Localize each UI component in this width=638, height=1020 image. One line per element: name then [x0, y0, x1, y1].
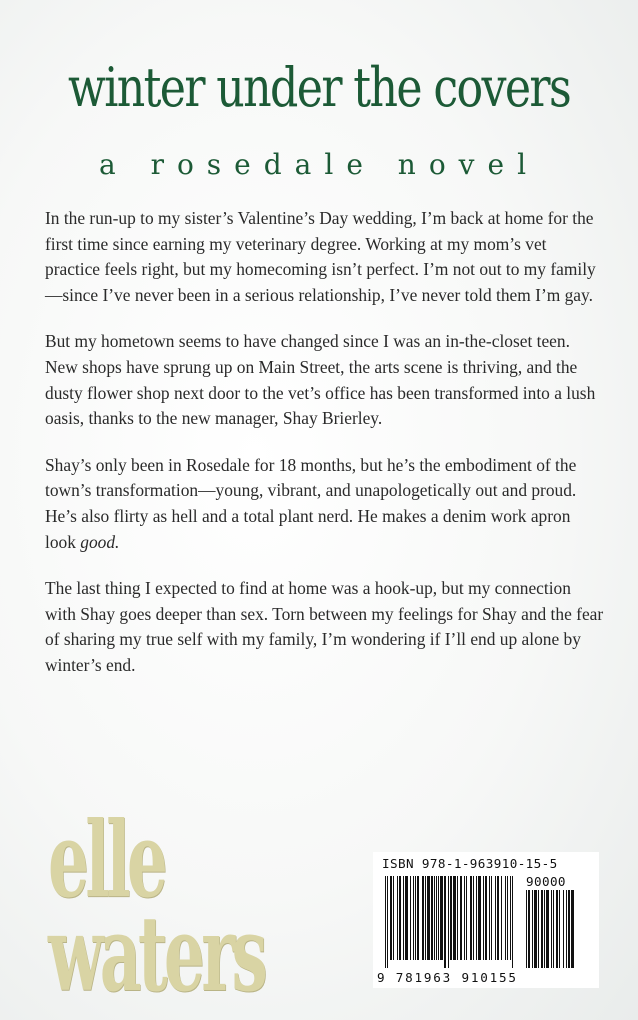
barcode-bar: [417, 876, 419, 960]
barcode-bar: [491, 876, 492, 960]
barcode-bar: [478, 876, 481, 960]
blurb-paragraph-2: But my hometown seems to have changed since I was an in-the-closet teen. New shops have sprung up on Main Street, the arts scene is thriving, and the dusty flower shop next door to the vet’s office has been transformed into a lush oasis, thanks to the new manager, Shay Brierley.: [45, 331, 596, 429]
barcode-bar: [528, 890, 530, 968]
barcode-bar: [571, 890, 574, 968]
author-first-name: elle: [48, 798, 165, 921]
barcode-bar: [405, 876, 408, 960]
barcode-bar: [385, 876, 386, 968]
isbn-barcode: [373, 852, 599, 988]
barcode-bar: [485, 876, 487, 960]
barcode-bar: [476, 876, 477, 960]
price-addon-bars: [526, 890, 592, 968]
barcode-bar: [457, 876, 458, 960]
barcode-bar: [390, 876, 392, 960]
barcode-bar: [466, 876, 467, 960]
barcode-bar: [413, 876, 414, 960]
barcode-bar: [434, 876, 435, 960]
barcode-bar: [526, 890, 527, 968]
barcode-bar: [473, 876, 474, 960]
blurb-paragraph-4: The last thing I expected to find at home was a hook-up, but my connection with Shay goes deeper than sex. Torn between my feelings for Shay and the fear of sharing my true self with my family, I’m wondering if I’ll end up alone by winter’s end.: [45, 578, 604, 675]
barcode-bar: [397, 876, 398, 960]
blurb-paragraph-3: [45, 453, 605, 555]
barcode-bar: [534, 890, 537, 968]
barcode-bar: [497, 876, 499, 960]
barcode-bar: [415, 876, 416, 960]
ean-digits: 9 781963 910155: [377, 970, 518, 985]
barcode-bar: [440, 876, 443, 960]
book-title: winter under the covers: [67, 56, 571, 119]
price-code: 90000: [526, 874, 566, 889]
barcode-bar: [489, 876, 490, 960]
barcode-bar: [422, 876, 424, 960]
barcode-bar: [495, 876, 496, 960]
barcode-bar: [501, 876, 502, 960]
barcode-bar: [393, 876, 394, 960]
barcode-bar: [464, 876, 465, 960]
barcode-bar: [436, 876, 437, 960]
barcode-bar: [460, 876, 462, 960]
barcode-bar: [399, 876, 401, 960]
ean-barcode-bars: [385, 876, 521, 968]
isbn-label: ISBN 978-1-963910-15-5: [382, 856, 558, 871]
barcode-bar: [551, 890, 552, 968]
blurb-emphasis: good.: [80, 531, 120, 552]
barcode-bar: [410, 876, 411, 960]
barcode-bar: [425, 876, 426, 960]
barcode-bar: [532, 890, 533, 968]
barcode-bar: [438, 876, 439, 960]
barcode-bar: [483, 876, 484, 960]
barcode-bar: [568, 890, 570, 968]
blurb-paragraph-1: In the run-up to my sister’s Valentine’s Day wedding, I’m back at home for the first time since earning my veterinary degree. Working at my mom’s vet practice feels right, but my homecoming isn’t perfect. I’m not out to my family—since I’ve never been in a serious relationship, I’ve never told them I’m gay.: [45, 208, 596, 305]
blurb-paragraph-3-text: Shay’s only been in Rosedale for 18 months, but he’s the embodiment of the town’s transformation—young, vibrant, and unapologetically out and proud. He’s also flirty as hell and a total plant nerd. He makes a denim work apron look: [45, 454, 577, 552]
barcode-bar: [510, 876, 511, 960]
barcode-bar: [544, 890, 545, 968]
barcode-bar: [470, 876, 472, 960]
barcode-bar: [559, 890, 560, 968]
barcode-bar: [553, 890, 554, 968]
barcode-bar: [403, 876, 404, 960]
author-name: [48, 798, 348, 1015]
author-last-name: waters: [48, 892, 265, 1015]
barcode-bar: [512, 876, 513, 968]
barcode-bar: [563, 890, 564, 968]
barcode-bar: [556, 890, 558, 968]
barcode-bar: [566, 890, 567, 968]
blurb: [45, 206, 605, 700]
barcode-bar: [448, 876, 449, 968]
barcode-bar: [444, 876, 446, 968]
barcode-bar: [505, 876, 506, 960]
barcode-bar: [541, 890, 543, 968]
barcode-bar: [538, 890, 539, 968]
barcode-bar: [546, 890, 549, 968]
barcode-bar: [431, 876, 433, 960]
barcode-bar: [427, 876, 430, 960]
barcode-bar: [387, 876, 388, 968]
barcode-bar: [453, 876, 456, 960]
barcode-bar: [507, 876, 508, 960]
series-subtitle: a rosedale novel: [98, 148, 540, 181]
barcode-bar: [450, 876, 452, 960]
